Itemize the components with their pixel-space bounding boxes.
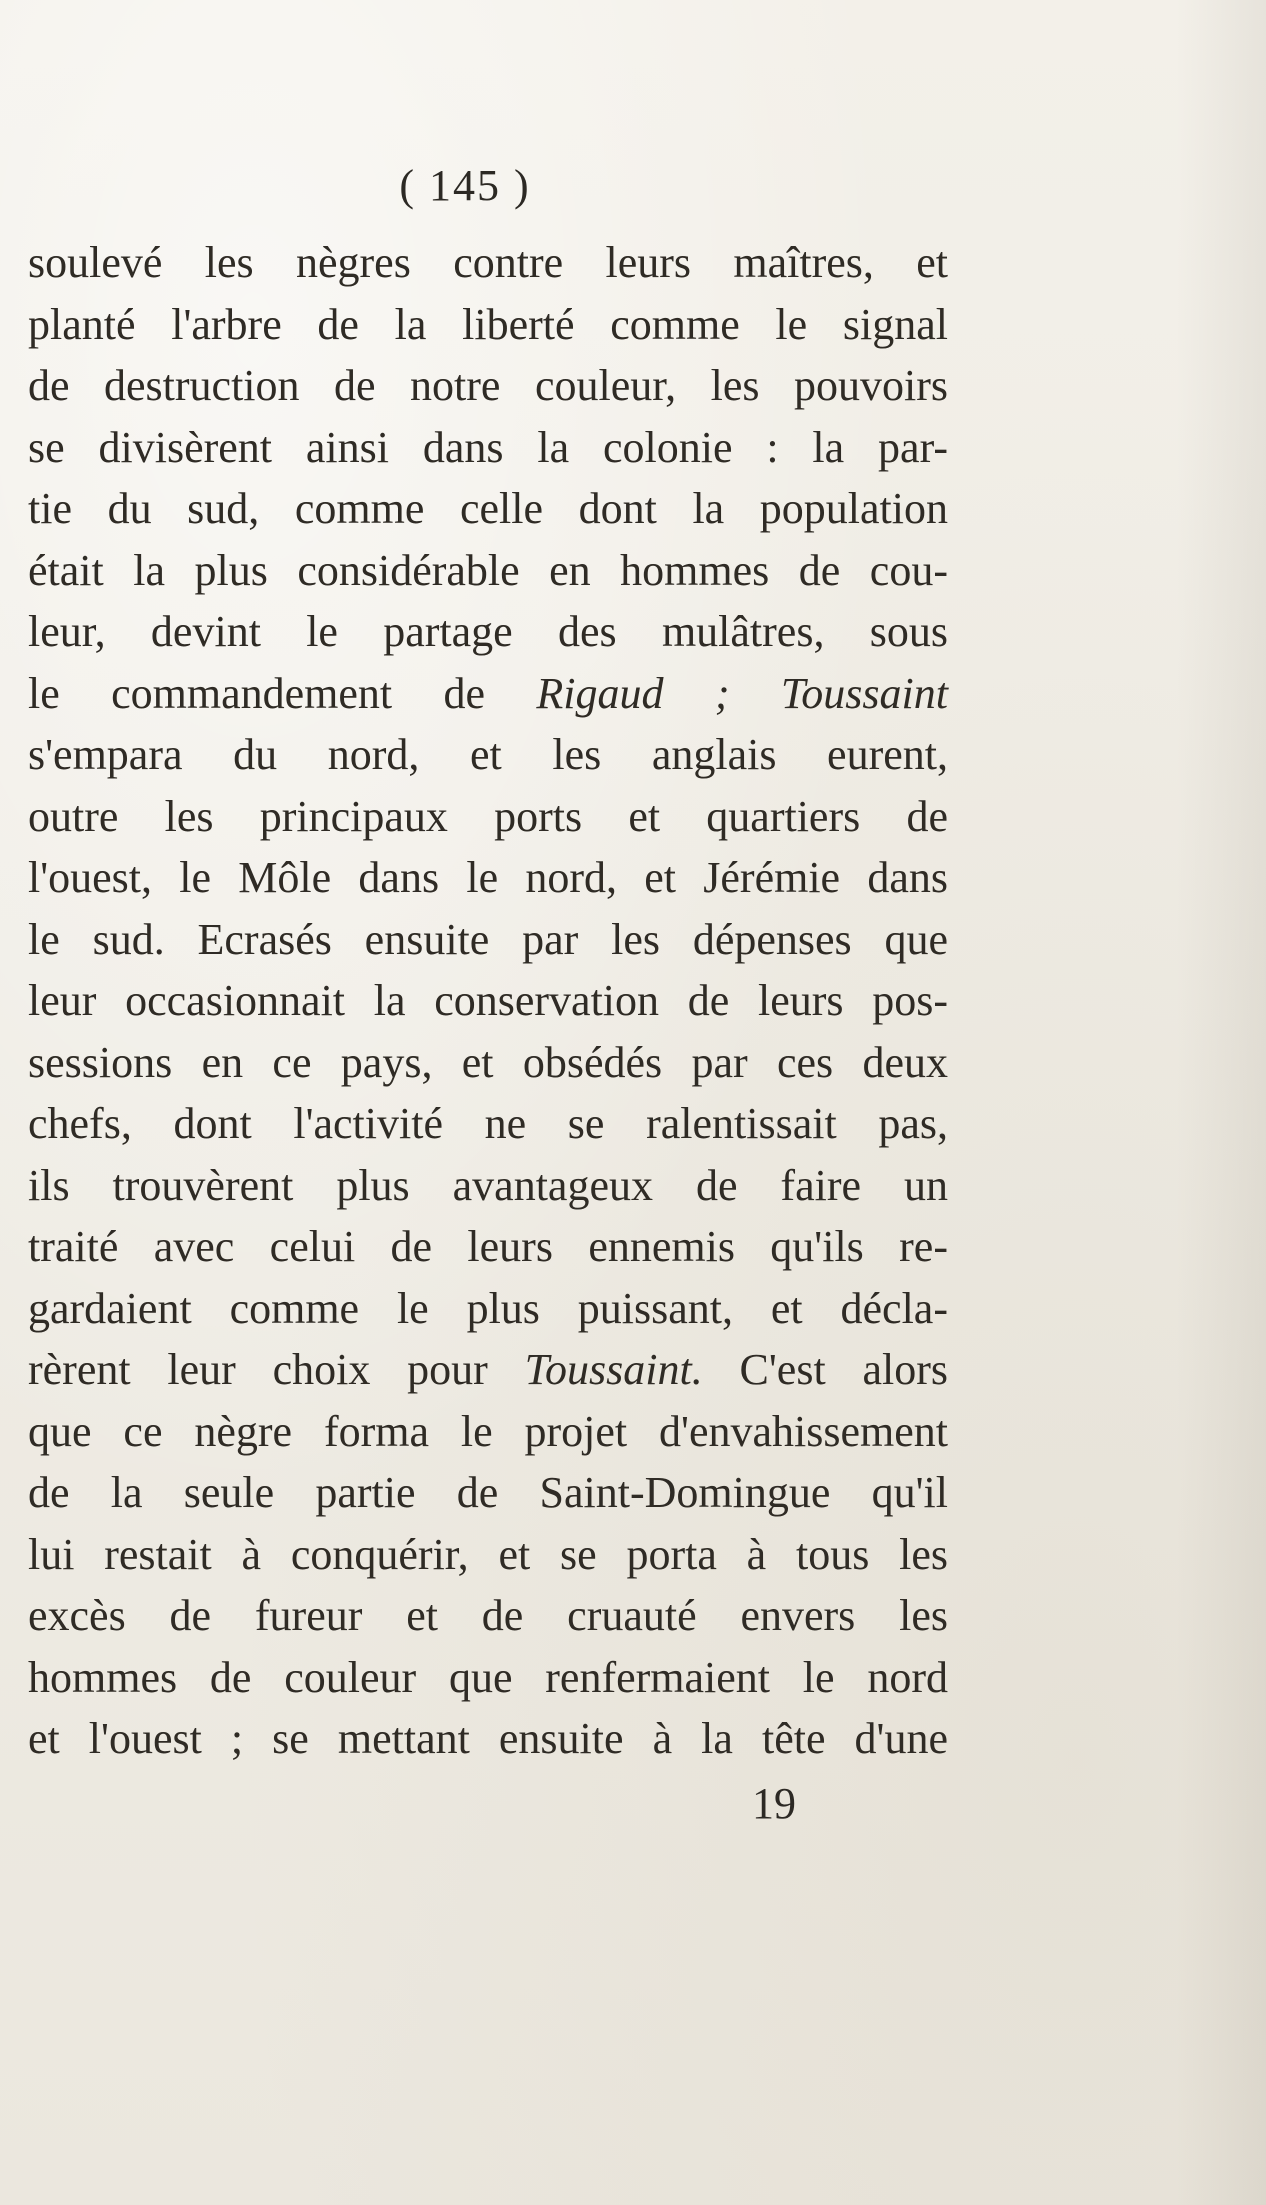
text-line: leur, devint le partage des mulâtres, sous [28, 607, 948, 656]
text-line: que ce nègre forma le projet d'envahissement [28, 1406, 948, 1456]
signature-mark: 19 [752, 1779, 796, 1828]
text-line: sessions en ce pays, et obsédés par ces deux [28, 1037, 948, 1087]
text-line: le sud. Ecrasés ensuite par les dépenses que [28, 914, 948, 964]
italic-names: Rigaud ; Toussaint [536, 668, 948, 718]
text-line: hommes de couleur que renfermaient le nord [28, 1652, 948, 1702]
text-line: l'ouest, le Môle dans le nord, et Jérémie dans [28, 853, 948, 902]
text-line: soulevé les nègres contre leurs maîtres, et [28, 238, 948, 287]
text-line: lui restait à conquérir, et se porta à tous les [28, 1529, 948, 1579]
text-line: s'empara du nord, et les anglais eurent, [28, 730, 948, 779]
text-line: ils trouvèrent plus avantageux de faire un [28, 1160, 948, 1210]
page-edge-shadow [1176, 0, 1266, 2205]
body-text [28, 232, 948, 1770]
text-line: traité avec celui de leurs ennemis qu'ils re- [28, 1222, 948, 1271]
text-line: leur occasionnait la conservation de leurs pos- [28, 976, 948, 1025]
text-line: de la seule partie de Saint-Domingue qu'il [28, 1468, 948, 1517]
text-line: excès de fureur et de cruauté envers les [28, 1591, 948, 1640]
text-line: tie du sud, comme celle dont la population [28, 484, 948, 533]
text-line: et l'ouest ; se mettant ensuite à la tête d'une [28, 1714, 948, 1763]
page-number-header: ( 145 ) [399, 161, 531, 210]
text-line: était la plus considérable en hommes de cou- [28, 545, 948, 595]
text-line: le commandement de Rigaud ; Toussaint [28, 668, 948, 718]
text-line: se divisèrent ainsi dans la colonie : la par- [28, 422, 948, 472]
text-line: de destruction de notre couleur, les pouvoirs [28, 361, 948, 410]
text-line: gardaient comme le plus puissant, et décla- [28, 1283, 948, 1333]
text-line: rèrent leur choix pour Toussaint. C'est alors [28, 1345, 948, 1394]
text-line: outre les principaux ports et quartiers de [28, 791, 948, 841]
text-line: planté l'arbre de la liberté comme le signal [28, 299, 948, 349]
italic-name: Toussaint. [524, 1345, 703, 1394]
text-line: chefs, dont l'activité ne se ralentissait pas, [28, 1099, 948, 1148]
